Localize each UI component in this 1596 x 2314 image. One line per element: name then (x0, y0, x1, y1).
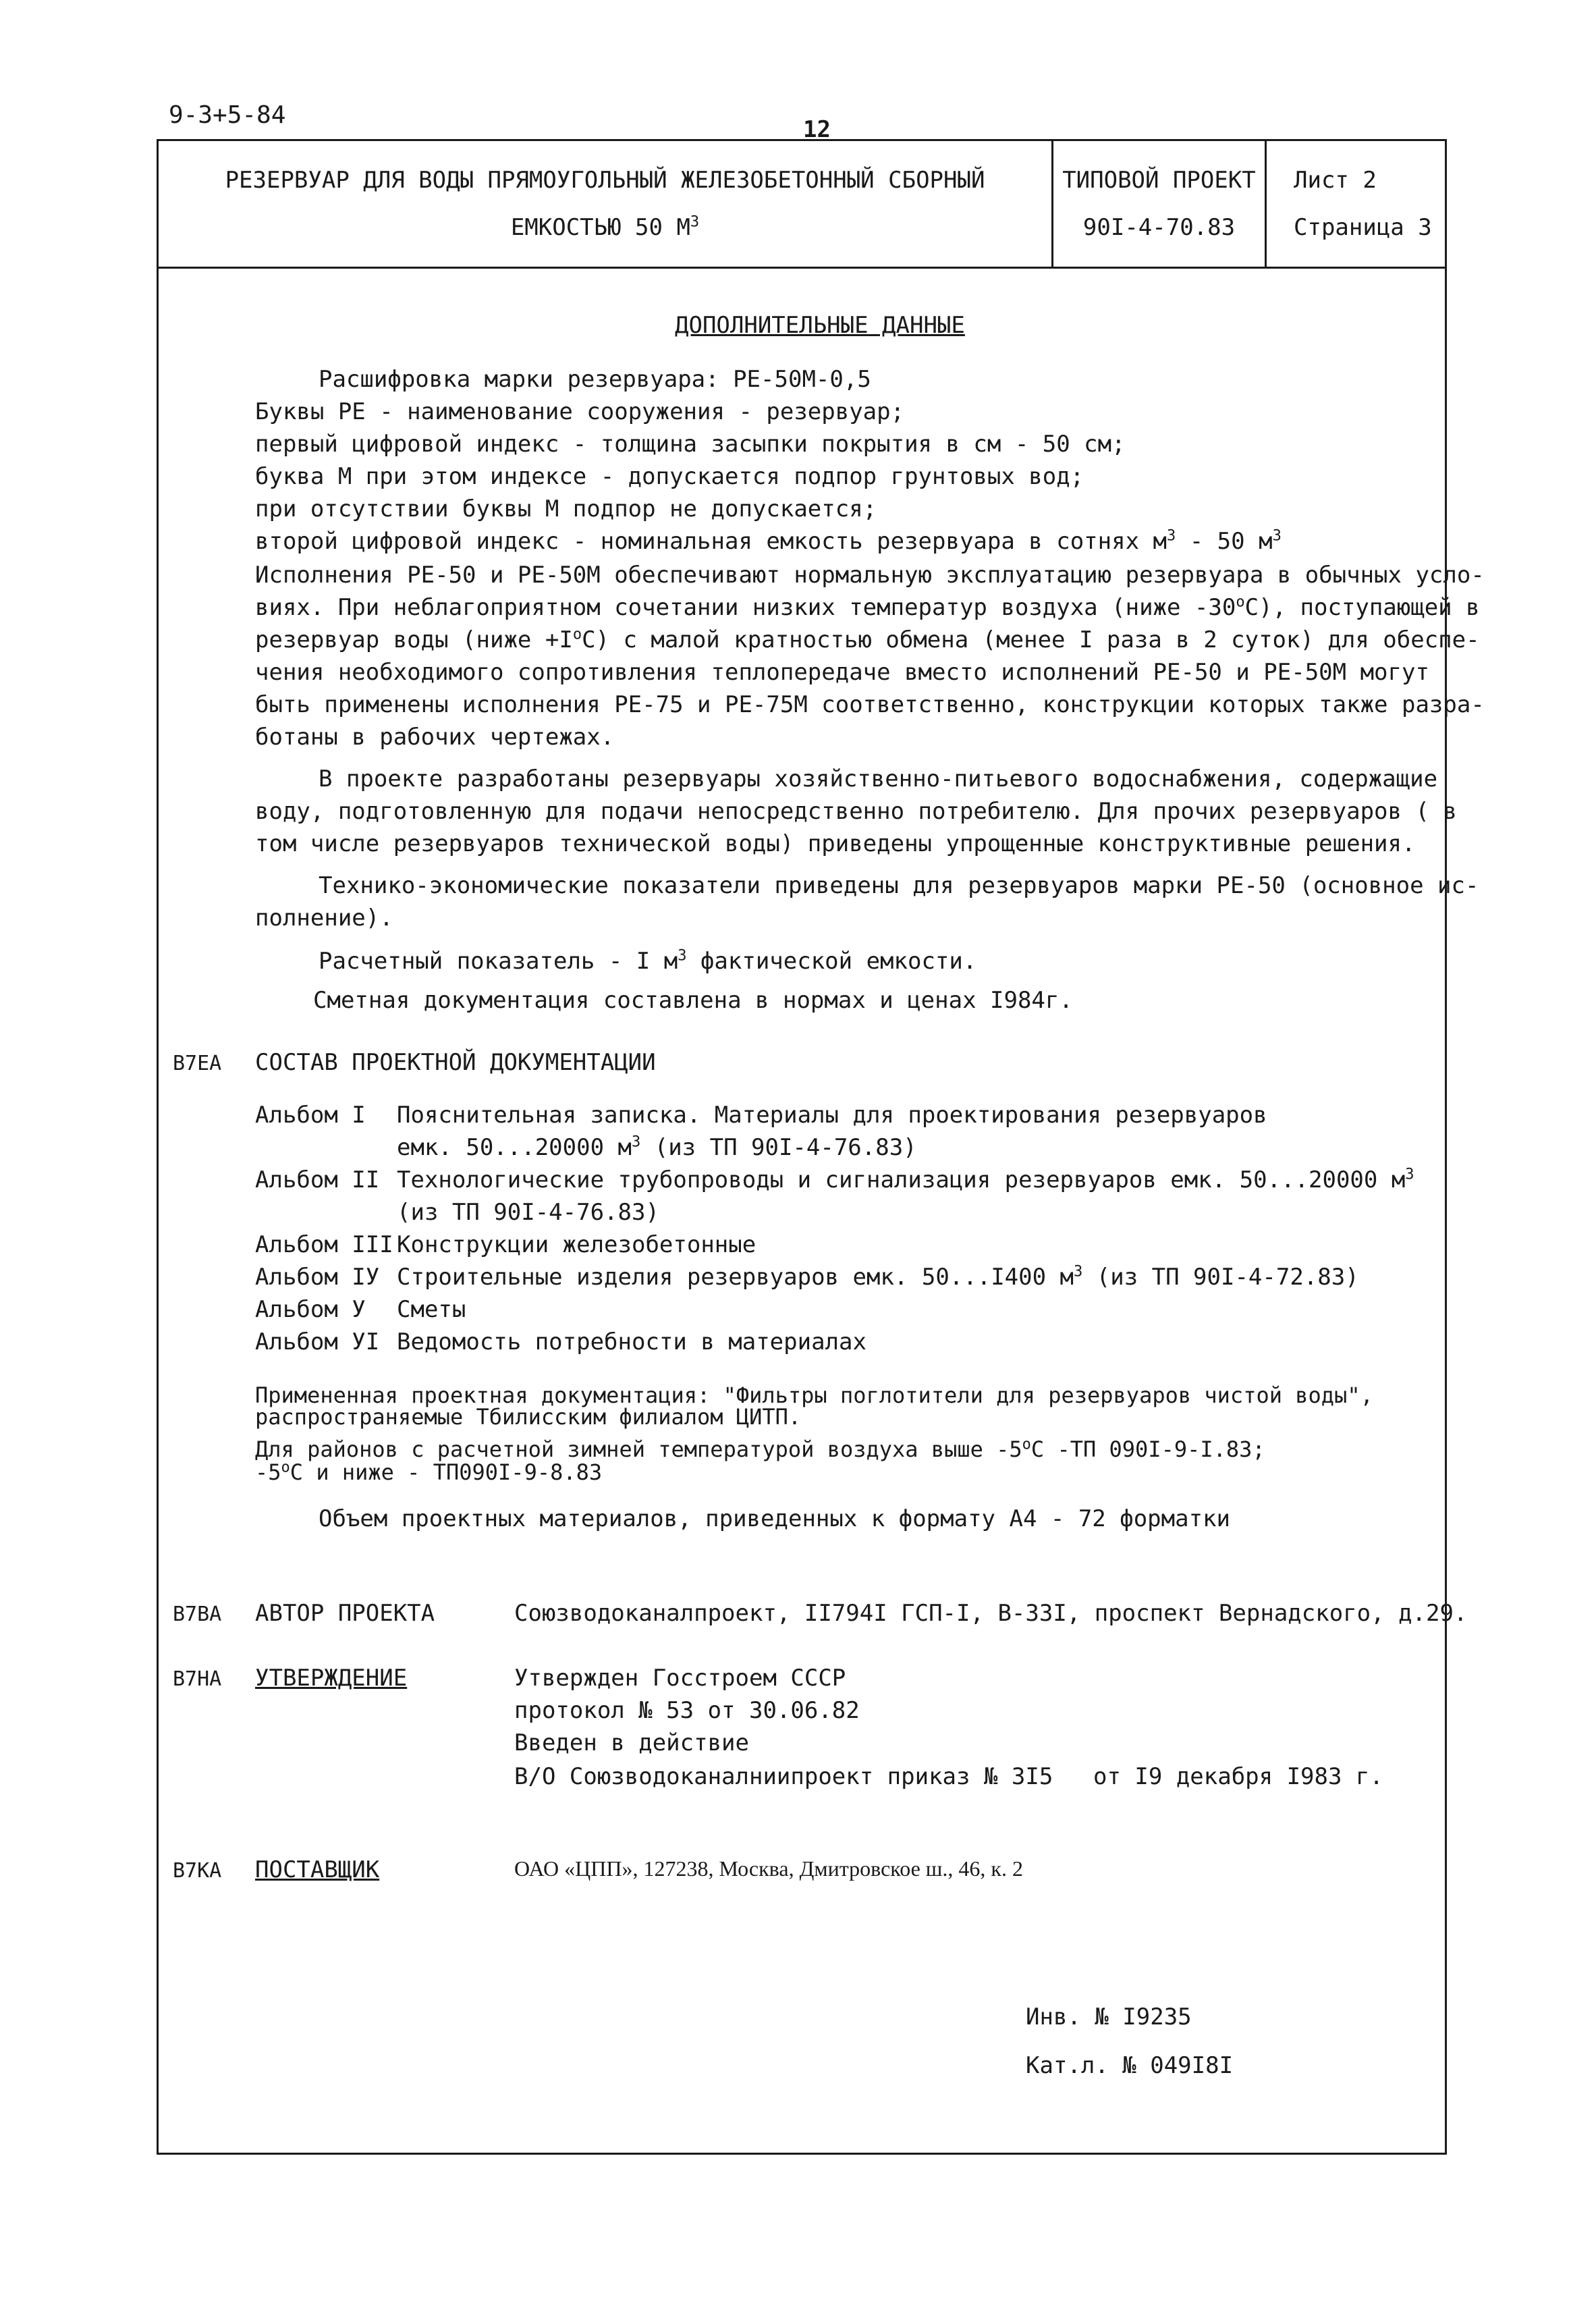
album-4-line1: Строительные изделия резервуаров емк. 50...I400 $м^3$ (из ТП 90I-4-72.83) (397, 1263, 1359, 1291)
album-2-line1: Технологические трубопроводы и сигнализация резервуаров емк. 50...20000 $м^3$ (397, 1166, 1414, 1193)
first-index-line: первый цифровой индекс - толщина засыпки покрытия в см - 50 см; (255, 431, 1126, 458)
letter-m-line: буква М при этом индексе - допускается подпор грунтовых вод; (255, 463, 1084, 490)
document-code: 9-3+5-84 (169, 101, 286, 129)
project-label: ТИПОВОЙ ПРОЕКТ (1062, 167, 1256, 194)
album-1-line2: емк. 50...20000 $м^3$ (из ТП 90I-4-76.83) (397, 1133, 917, 1161)
letters-line: Буквы РЕ - наименование сооружения - резервуар; (255, 398, 905, 425)
author-code: В7ВА (173, 1603, 222, 1626)
volume-line: Объем проектных материалов, приведенных к формату А4 - 72 форматки (319, 1505, 1231, 1532)
para2-line3: том числе резервуаров технической воды) приведены упрощенные конструктивные решения. (255, 830, 1416, 857)
approval-order: В/О Союзводоканалниипроект приказ № 3I5 (514, 1763, 1053, 1790)
project-number: 90I-4-70.83 (1082, 214, 1236, 241)
estimate-line: Сметная документация составлена в нормах и ценах I984г. (313, 987, 1073, 1014)
album-1-line1: Пояснительная записка. Материалы для проектирования резервуаров (397, 1102, 1267, 1129)
regions-line2: $-5^оС$ и ниже - ТП090I-9-8.83 (255, 1459, 603, 1485)
project-cell (1053, 141, 1267, 267)
title-cell (159, 141, 1053, 267)
approval-code: В7НА (173, 1667, 222, 1691)
para1-line3: резервуар воды (ниже $+I^оС$) с малой кратностью обмена (менее I раза в 2 суток) для обеспе- (255, 626, 1480, 653)
para3-line1: Технико-экономические показатели приведены для резервуаров марки РЕ-50 (основное ис- (319, 872, 1479, 899)
para1-line2: виях. При неблагоприятном сочетании низких температур воздуха (ниже $-30^оС$), поступающей в (255, 593, 1480, 621)
regions-line1: Для районов с расчетной зимней температурой воздуха выше $-5^оС$ -ТП 090I-9-I.83; (255, 1436, 1265, 1462)
album-6-label: Альбом УI (255, 1328, 380, 1355)
para1-line6: ботаны в рабочих чертежах. (255, 724, 615, 751)
album-3-label: Альбом III (255, 1231, 393, 1258)
supplier-label: ПОСТАВЩИК (255, 1856, 380, 1883)
title-line-2: ЕМКОСТЬЮ 50 $М^3$ (510, 213, 700, 241)
para2-line2: воду, подготовленную для подачи непосредственно потребителю. Для прочих резервуаров ( в (255, 798, 1457, 825)
inventory-number: Инв. № I9235 (1026, 2003, 1192, 2030)
album-2-label: Альбом II (255, 1166, 380, 1193)
author-label: АВТОР ПРОЕКТА (255, 1600, 435, 1627)
album-4-label: Альбом IУ (255, 1264, 380, 1291)
no-letter-m-line: при отсутствии буквы М подпор не допускается; (255, 495, 877, 522)
calc-indicator: Расчетный показатель - I $м^3$ фактической емкости. (319, 947, 977, 975)
sheet-number: Лист 2 (1294, 167, 1377, 194)
composition-heading: СОСТАВ ПРОЕКТНОЙ ДОКУМЕНТАЦИИ (255, 1049, 656, 1076)
album-6-line1: Ведомость потребности в материалах (397, 1328, 866, 1355)
approval-line3: Введен в действие (514, 1729, 749, 1756)
composition-code: В7ЕА (173, 1052, 222, 1075)
approval-order-date: от I9 декабря I983 г. (1093, 1763, 1383, 1790)
album-1-label: Альбом I (255, 1102, 366, 1129)
sheet-cell (1267, 141, 1445, 267)
approval-line2: протокол № 53 от 30.06.82 (514, 1697, 860, 1724)
applied-line2: распространяемые Тбилисским филиалом ЦИТП. (255, 1404, 802, 1430)
supplier-value: ОАО «ЦПП», 127238, Москва, Дмитровское ш., 46, к. 2 (514, 1856, 1023, 1881)
para3-line2: полнение). (255, 905, 393, 932)
additional-heading: ДОПОЛНИТЕЛЬНЫЕ ДАННЫЕ (675, 312, 965, 339)
supplier-code: В7КА (173, 1859, 222, 1883)
para1-line5: быть применены исполнения РЕ-75 и РЕ-75М соответственно, конструкции которых также разра- (255, 691, 1485, 718)
page-label: Страница 3 (1294, 214, 1432, 241)
approval-label: УТВЕРЖДЕНИЕ (255, 1665, 408, 1692)
album-5-line1: Сметы (397, 1296, 466, 1323)
album-3-line1: Конструкции железобетонные (397, 1231, 756, 1258)
page-number: 12 (803, 116, 831, 143)
title-line-1: РЕЗЕРВУАР ДЛЯ ВОДЫ ПРЯМОУГОЛЬНЫЙ ЖЕЛЕЗОБЕТОННЫЙ СБОРНЫЙ (225, 167, 985, 194)
catalog-number: Кат.л. № 049I8I (1026, 2052, 1234, 2079)
title-block (157, 139, 1447, 269)
album-2-line2: (из ТП 90I-4-76.83) (397, 1199, 659, 1226)
approval-line1: Утвержден Госстроем СССР (514, 1665, 846, 1692)
para1-line1: Исполнения РЕ-50 и РЕ-50М обеспечивают нормальную эксплуатацию резервуара в обычных усло- (255, 562, 1485, 589)
para1-line4: чения необходимого сопротивления теплопередаче вместо исполнений РЕ-50 и РЕ-50М могут (255, 659, 1429, 686)
author-value: Союзводоканалпроект, II794I ГСП-I, В-33I, проспект Вернадского, д.29. (514, 1600, 1468, 1627)
applied-line1: Примененная проектная документация: "Фильтры поглотители для резервуаров чистой воды", (255, 1382, 1373, 1408)
album-5-label: Альбом У (255, 1296, 366, 1323)
decoding-line: Расшифровка марки резервуара: РЕ-50М-0,5 (319, 366, 871, 393)
second-index-line: второй цифровой индекс - номинальная емкость резервуара в сотнях $м^3 - 50$ $м^3$ (255, 527, 1282, 555)
para2-line1: В проекте разработаны резервуары хозяйственно-питьевого водоснабжения, содержащие (319, 765, 1438, 792)
